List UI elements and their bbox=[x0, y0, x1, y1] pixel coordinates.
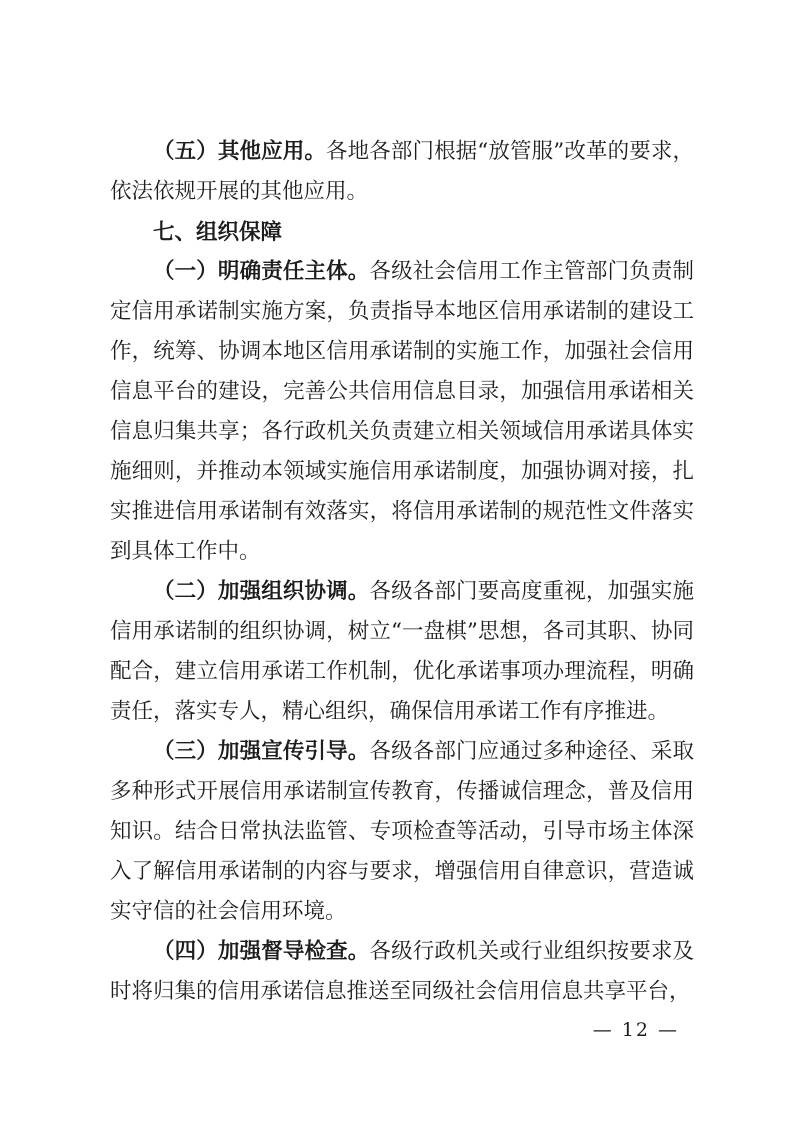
paragraph-responsibility bbox=[110, 252, 694, 572]
paragraph-lead: （四）加强督导检查。 bbox=[153, 939, 370, 964]
paragraph-coordination bbox=[110, 572, 694, 732]
section-heading: 七、组织保障 bbox=[153, 220, 283, 244]
paragraph-text: 各地各部门根据“放管服”改革的要求，依法依规开展的其他应用。 bbox=[110, 139, 694, 204]
paragraph-supervision bbox=[110, 932, 694, 1012]
paragraph-lead: （三）加强宣传引导。 bbox=[153, 739, 370, 764]
paragraph-lead: （一）明确责任主体。 bbox=[153, 259, 370, 284]
paragraph-text: 各级社会信用工作主管部门负责制定信用承诺制实施方案，负责指导本地区信用承诺制的建设工作，统筹、协调本地区信用承诺制的实施工作，加强社会信用信息平台的建设，完善公共信用信息目录，加强信用承诺相关信息归集共享；各行政机关负责建立相关领域信用承诺具体实施细则，并推动本领域实施信用承诺制度，加强协调对接，扎实推进信用承诺制有效落实，将信用承诺制的规范性文件落实到具体工作中。 bbox=[110, 259, 694, 564]
paragraph-text: 各级各部门要高度重视，加强实施信用承诺制的组织协调，树立“一盘棋”思想，各司其职、协同配合，建立信用承诺工作机制，优化承诺事项办理流程，明确责任，落实专人，精心组织，确保信用承诺工作有序推进。 bbox=[110, 579, 694, 724]
paragraph-lead: （二）加强组织协调。 bbox=[153, 579, 370, 604]
paragraph-text: 各级行政机关或行业组织按要求及时将归集的信用承诺信息推送至同级社会信用信息共享平台， bbox=[110, 939, 694, 1004]
paragraph-text: 各级各部门应通过多种途径、采取多种形式开展信用承诺制宣传教育，传播诚信理念，普及信用知识。结合日常执法监管、专项检查等活动，引导市场主体深入了解信用承诺制的内容与要求，增强信用自律意识，营造诚实守信的社会信用环境。 bbox=[110, 739, 694, 924]
paragraph-other-applications bbox=[110, 132, 694, 212]
page-number: — 12 — bbox=[592, 1019, 679, 1041]
paragraph-publicity bbox=[110, 732, 694, 932]
document-body bbox=[110, 132, 694, 1012]
paragraph-lead: （五）其他应用。 bbox=[153, 139, 326, 164]
